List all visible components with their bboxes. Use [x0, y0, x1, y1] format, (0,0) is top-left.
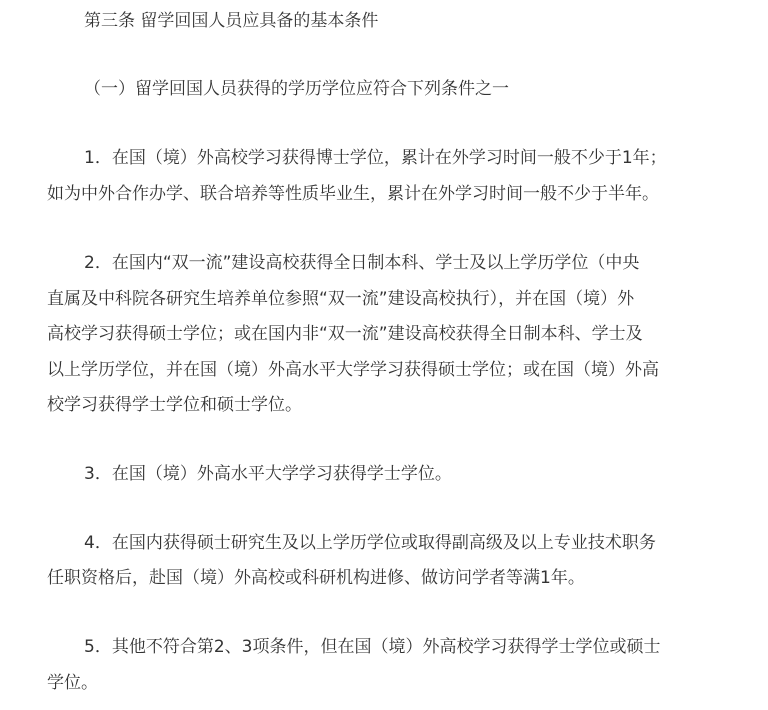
item-2-line-1: 2．在国内“双一流”建设高校获得全日制本科、学士及以上学历学位（中央: [84, 253, 640, 273]
item-1-line-1: 1．在国（境）外高校学习获得博士学位，累计在外学习时间一般不少于1年；: [84, 148, 667, 168]
item-3-line-1: 3．在国（境）外高水平大学学习获得学士学位。: [84, 464, 452, 484]
article-heading: 第三条 留学回国人员应具备的基本条件: [84, 11, 379, 31]
item-1-line-2: 如为中外合作办学、联合培养等性质毕业生，累计在外学习时间一般不少于半年。: [47, 184, 659, 204]
item-2-line-5: 校学习获得学士学位和硕士学位。: [47, 395, 302, 415]
item-5-line-1: 5．其他不符合第2、3项条件，但在国（境）外高校学习获得学士学位或硕士: [84, 637, 661, 657]
item-4-line-1: 4．在国内获得硕士研究生及以上学历学位或取得副高级及以上专业技术职务: [84, 533, 656, 553]
item-2-line-4: 以上学历学位，并在国（境）外高水平大学学习获得硕士学位；或在国（境）外高: [47, 360, 659, 380]
item-5-line-2: 学位。: [47, 673, 98, 693]
item-2-line-3: 高校学习获得硕士学位；或在国内非“双一流”建设高校获得全日制本科、学士及: [47, 324, 643, 344]
item-4-line-2: 任职资格后，赴国（境）外高校或科研机构进修、做访问学者等满1年。: [47, 568, 585, 588]
item-2-line-2: 直属及中科院各研究生培养单位参照“双一流”建设高校执行），并在国（境）外: [47, 289, 635, 309]
section-heading: （一）留学回国人员获得的学历学位应符合下列条件之一: [84, 79, 509, 99]
